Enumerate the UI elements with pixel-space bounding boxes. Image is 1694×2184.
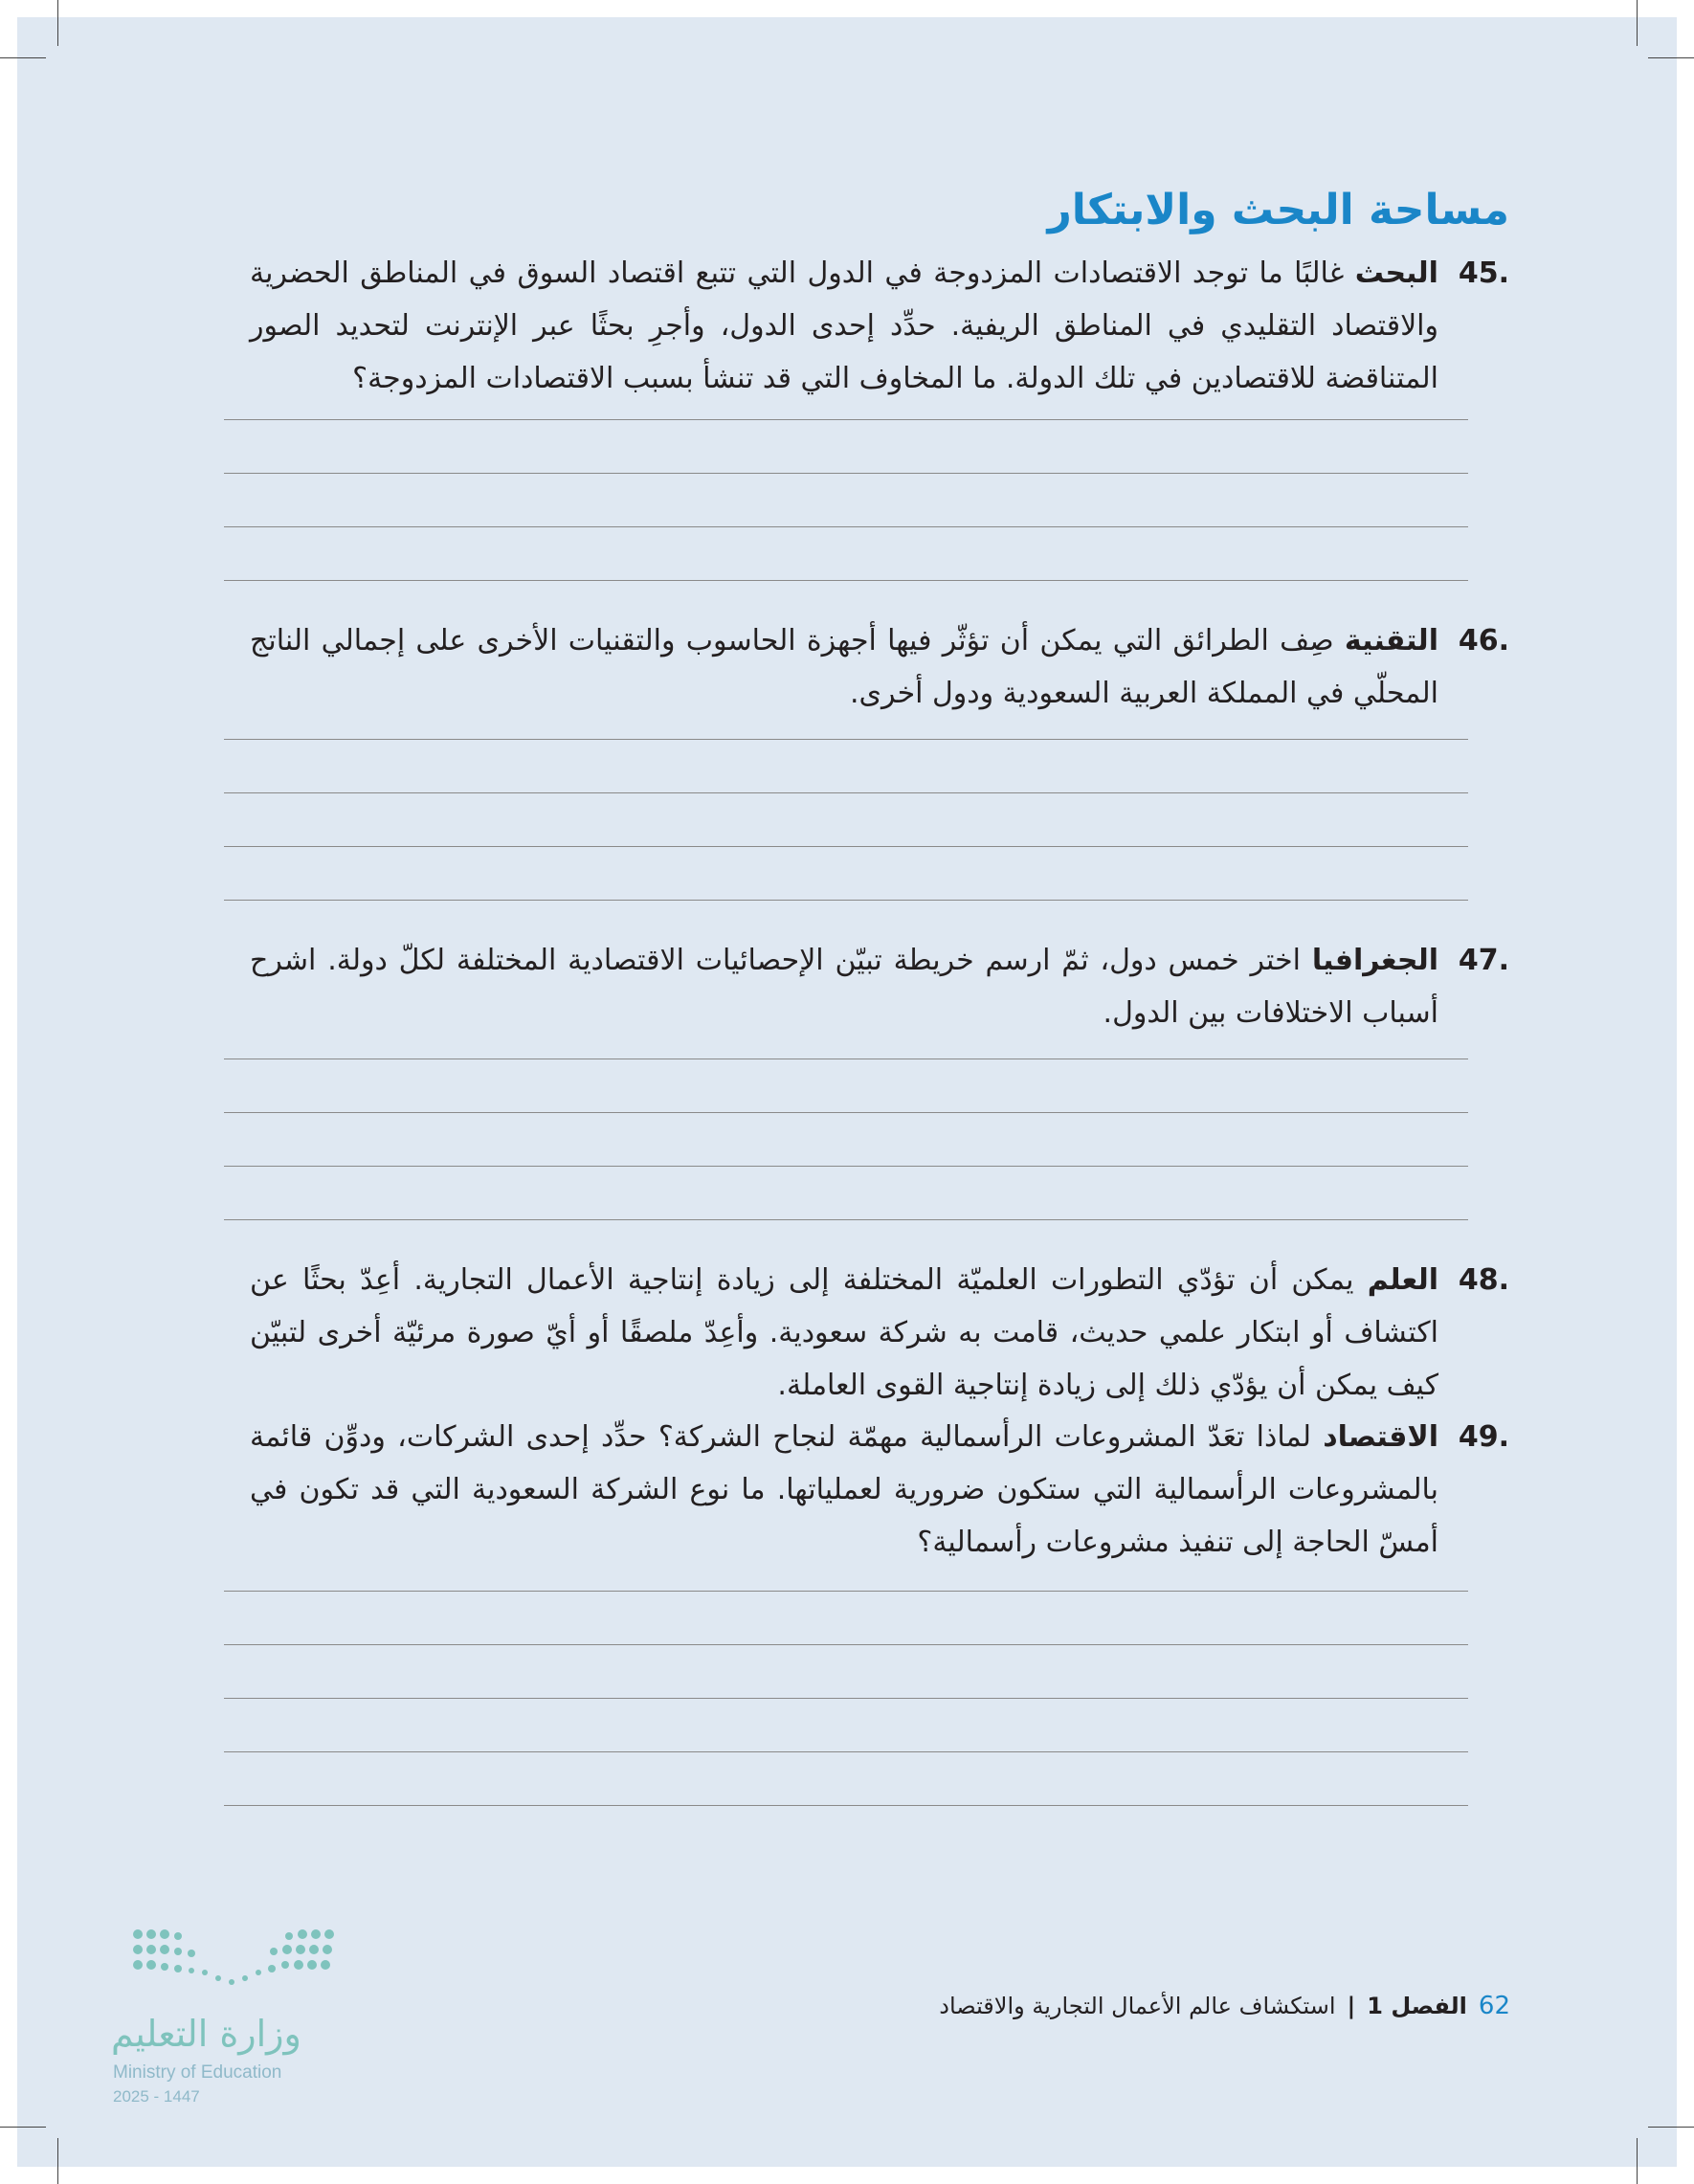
crop-mark: [1637, 2138, 1638, 2184]
page: [17, 17, 1677, 2167]
answer-line[interactable]: [224, 473, 1468, 474]
question-keyword: التقنية: [1344, 624, 1438, 657]
answer-line[interactable]: [224, 792, 1468, 793]
question-keyword: الاقتصاد: [1323, 1420, 1438, 1454]
question-number: 45.: [1458, 256, 1509, 290]
answer-line[interactable]: [224, 846, 1468, 847]
crop-mark: [57, 0, 58, 46]
question-text: لماذا تعَدّ المشروعات الرأسمالية مهمّة لنجاح الشركة؟ حدِّد إحدى الشركات، ودوِّن قائمة بالمشروعات الرأسمالية التي ستكون ضرورية لعملياتها. ما نوع الشركة السعودية التي قد تكون في أمسّ الحاجة إلى تنفيذ مشروعات رأسمالية؟: [250, 1420, 1438, 1559]
ministry-logo: [111, 1927, 341, 2118]
logo-english: Ministry of Education: [113, 2062, 282, 2083]
crop-mark: [57, 2138, 58, 2184]
question-number: 47.: [1458, 944, 1509, 977]
chapter-label: الفصل 1: [1367, 1993, 1467, 2019]
question-49: [250, 1411, 1509, 1569]
question-48: [250, 1254, 1509, 1412]
question-47: [250, 934, 1509, 1039]
question-text: صِف الطرائق التي يمكن أن تؤثّر فيها أجهزة الحاسوب والتقنيات الأخرى على إجمالي الناتج المحلّي في المملكة العربية السعودية ودول أخرى.: [250, 624, 1438, 710]
footer-separator: |: [1347, 1993, 1356, 2019]
question-text: غالبًا ما توجد الاقتصادات المزدوجة في الدول التي تتبع اقتصاد السوق في المناطق الحضرية والاقتصاد التقليدي في المناطق الريفية. حدِّد إحدى الدول، وأجرِ بحثًا عبر الإنترنت لتحديد الصور المتناقضة للاقتصادين في تلك الدولة. ما المخاوف التي قد تنشأ بسبب الاقتصادات المزدوجة؟: [250, 256, 1438, 395]
page-footer: [939, 1992, 1510, 2020]
question-number: 48.: [1458, 1263, 1509, 1297]
answer-line[interactable]: [224, 739, 1468, 740]
crop-mark: [1648, 2127, 1694, 2128]
answer-line[interactable]: [224, 1166, 1468, 1167]
section-title: مساحة البحث والابتكار: [1047, 186, 1509, 234]
answer-line[interactable]: [224, 1112, 1468, 1113]
answer-line[interactable]: [224, 580, 1468, 581]
question-keyword: الجغرافيا: [1311, 944, 1439, 977]
answer-line[interactable]: [224, 900, 1468, 901]
answer-line[interactable]: [224, 1805, 1468, 1806]
question-keyword: البحث: [1354, 256, 1438, 290]
question-text: يمكن أن تؤدّي التطورات العلميّة المختلفة إلى زيادة إنتاجية الأعمال التجارية. أعِدّ بحثًا عن اكتشاف أو ابتكار علمي حديث، قامت به شركة سعودية. وأعِدّ ملصقًا أو أيّ صورة مرئيّة أخرى لتبيّن كيف يمكن أن يؤدّي ذلك إلى زيادة إنتاجية القوى العاملة.: [250, 1263, 1438, 1402]
question-text: اختر خمس دول، ثمّ ارسم خريطة تبيّن الإحصائيات الاقتصادية المختلفة لكلّ دولة. اشرح أسباب الاختلافات بين الدول.: [250, 944, 1438, 1030]
crop-mark: [1637, 0, 1638, 46]
chapter-title: استكشاف عالم الأعمال التجارية والاقتصاد: [939, 1993, 1336, 2019]
answer-line[interactable]: [224, 1591, 1468, 1592]
answer-line[interactable]: [224, 1698, 1468, 1699]
question-46: [250, 614, 1509, 720]
crop-mark: [0, 2127, 46, 2128]
dots-logo-icon: [130, 1927, 341, 2003]
logo-arabic: وزارة التعليم: [111, 2013, 301, 2055]
crop-mark: [0, 57, 46, 58]
crop-mark: [1648, 57, 1694, 58]
page-number: 62: [1478, 1992, 1510, 2020]
answer-line[interactable]: [224, 1644, 1468, 1645]
answer-line[interactable]: [224, 526, 1468, 527]
answer-line[interactable]: [224, 419, 1468, 420]
question-45: [250, 247, 1509, 405]
answer-line[interactable]: [224, 1751, 1468, 1752]
question-keyword: العلم: [1367, 1263, 1438, 1297]
question-number: 49.: [1458, 1420, 1509, 1454]
answer-line[interactable]: [224, 1219, 1468, 1220]
logo-year: 2025 - 1447: [113, 2087, 200, 2106]
question-number: 46.: [1458, 624, 1509, 657]
